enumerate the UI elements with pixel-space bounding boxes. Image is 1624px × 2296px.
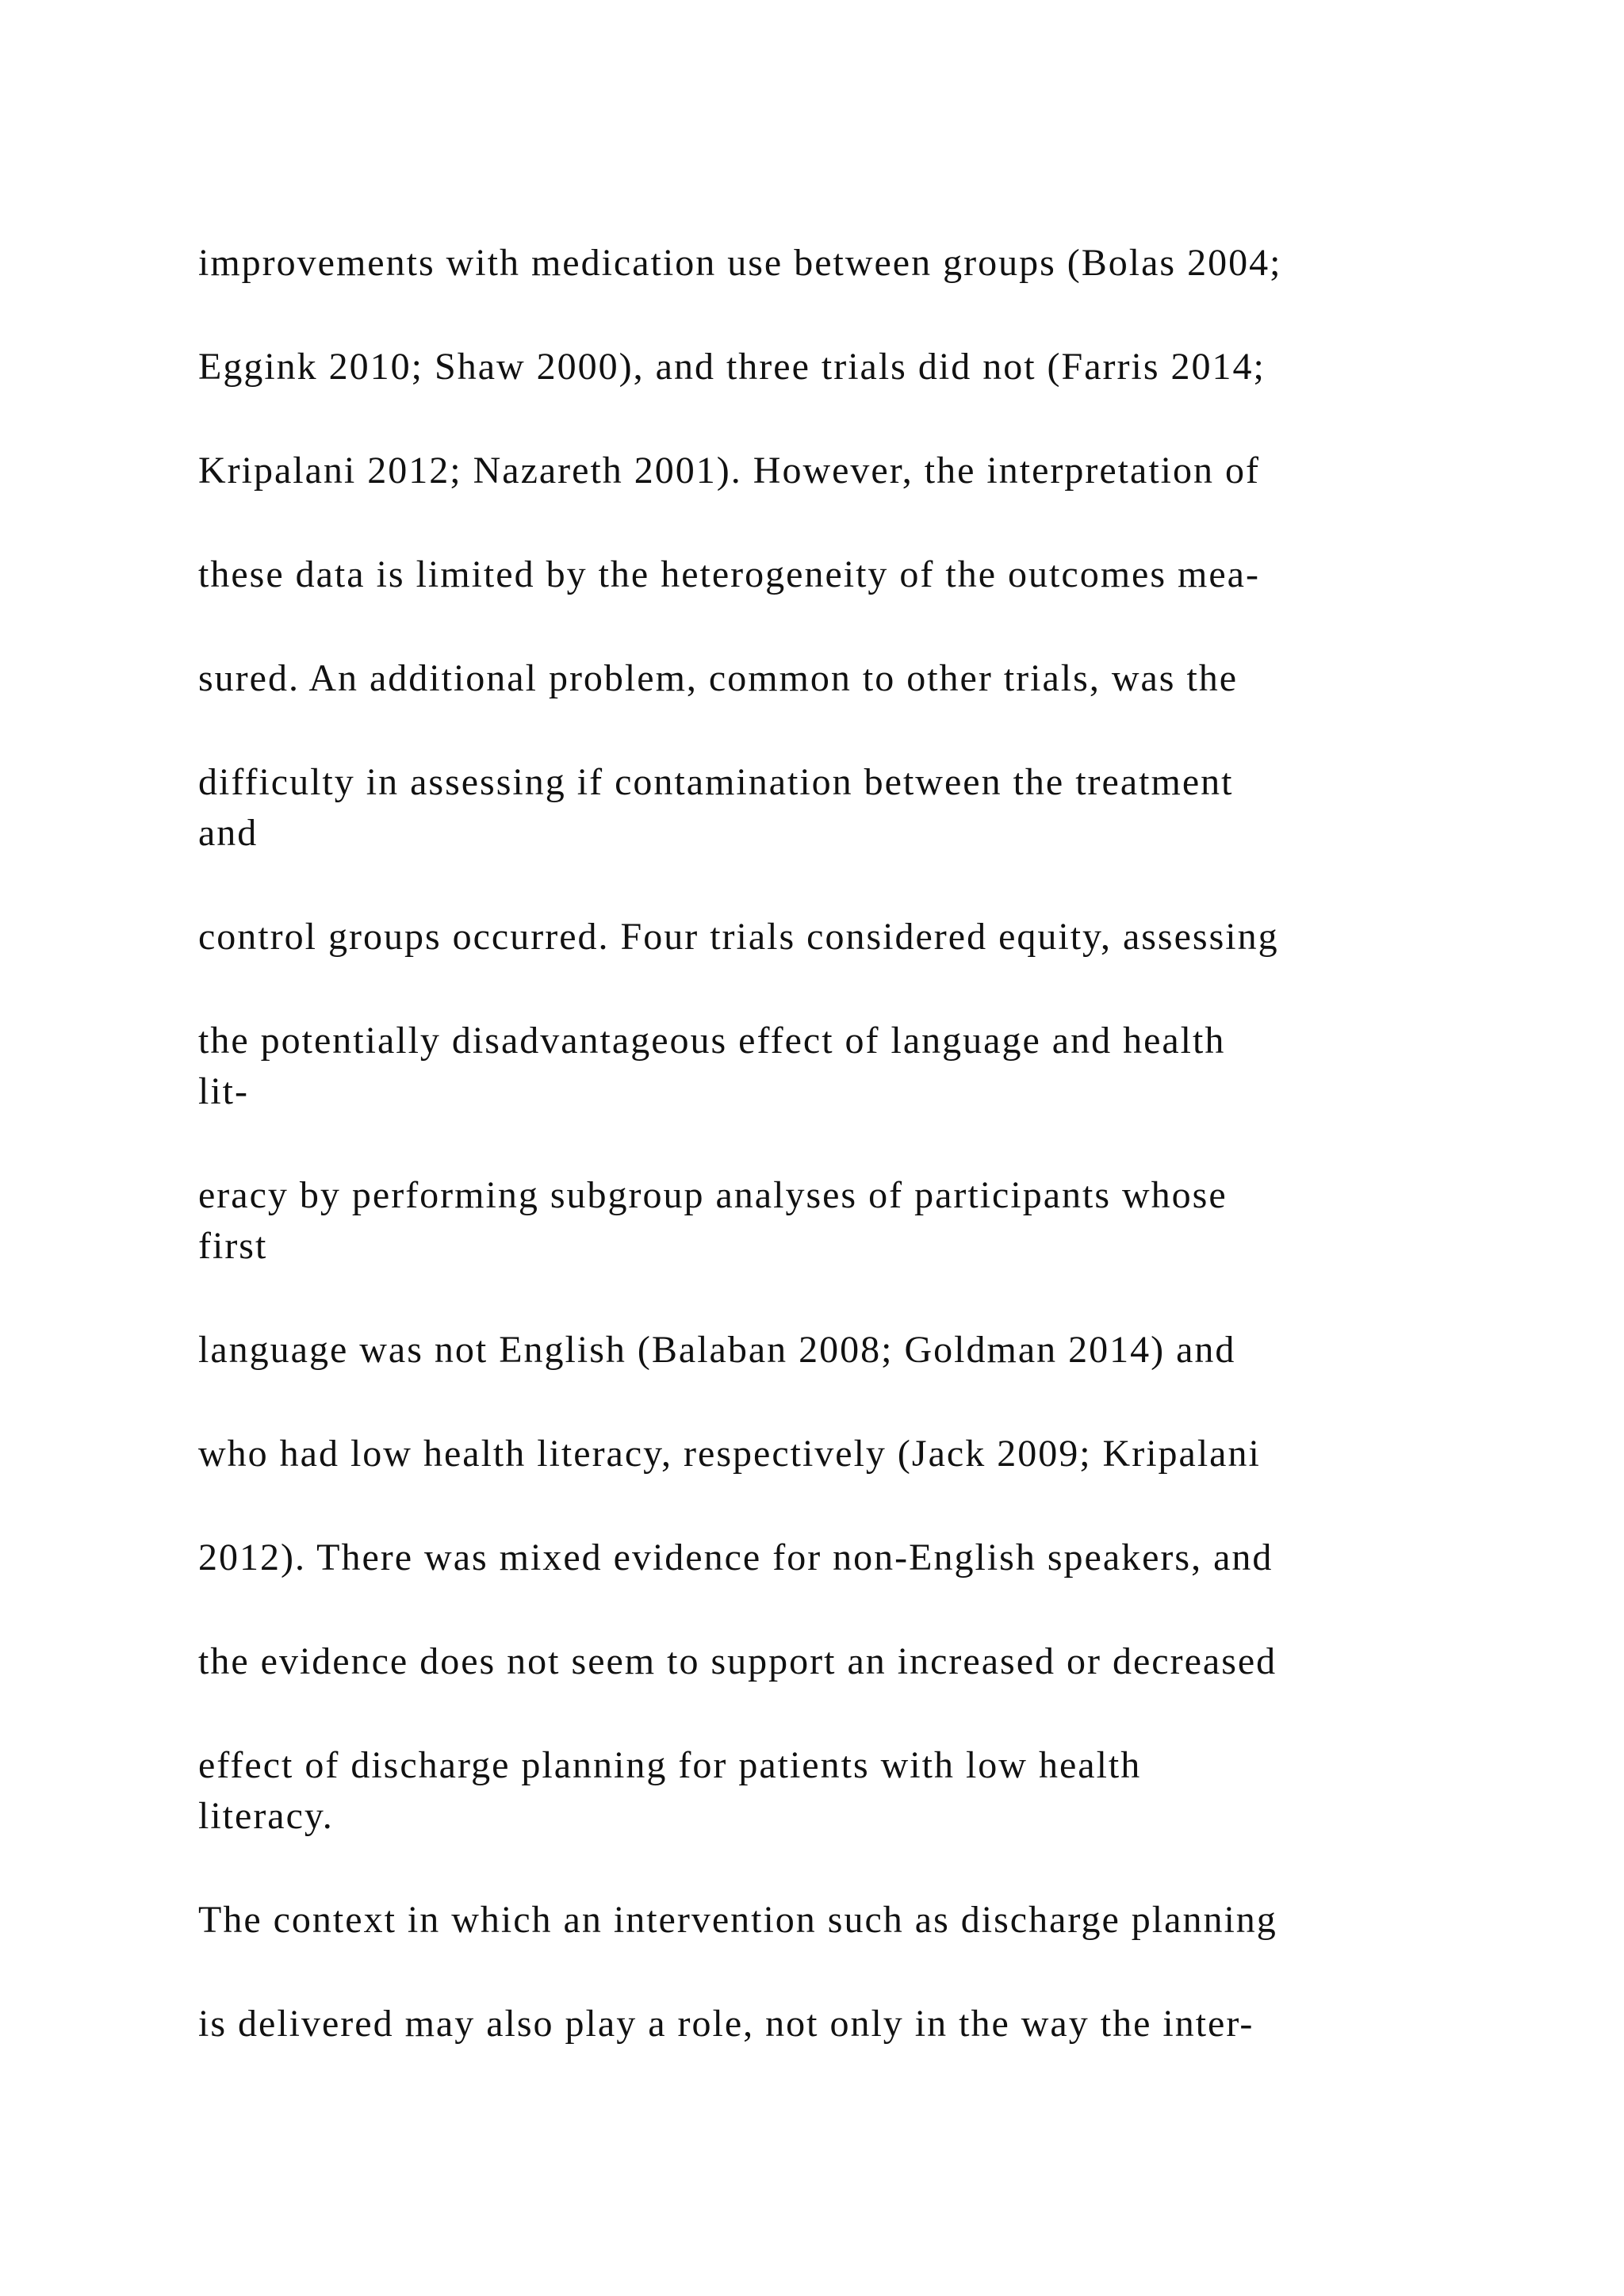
blank-line: [198, 859, 1467, 912]
text-line: sured. An additional problem, common to other trials, was the: [198, 657, 1239, 699]
blank-line: [198, 1272, 1467, 1325]
text-line: 2012). There was mixed evidence for non-English speakers, and: [198, 1536, 1274, 1578]
blank-line: [198, 1583, 1467, 1636]
text-line: first: [198, 1225, 268, 1267]
text-line: effect of discharge planning for patients with low health: [198, 1744, 1142, 1786]
text-line: lit-: [198, 1070, 249, 1112]
text-line: improvements with medication use between groups (Bolas 2004;: [198, 242, 1282, 284]
text-line: and: [198, 812, 259, 854]
blank-line: [198, 1479, 1467, 1533]
blank-line: [198, 704, 1467, 757]
blank-line: [198, 1376, 1467, 1429]
text-line: the potentially disadvantageous effect of language and health: [198, 1020, 1226, 1062]
blank-line: [198, 1946, 1467, 1999]
text-line: is delivered may also play a role, not only in the way the inter-: [198, 2003, 1254, 2045]
blank-line: [198, 1117, 1467, 1170]
blank-line: [198, 289, 1467, 342]
text-line: these data is limited by the heterogeneity of the outcomes mea-: [198, 553, 1260, 595]
text-line: who had low health literacy, respectively (Jack 2009; Kripalani: [198, 1433, 1261, 1475]
text-line: Eggink 2010; Shaw 2000), and three trials did not (Farris 2014;: [198, 346, 1266, 388]
text-line: the evidence does not seem to support an increased or decreased: [198, 1640, 1277, 1682]
text-line: difficulty in assessing if contamination between the treatment: [198, 761, 1234, 803]
blank-line: [198, 600, 1467, 653]
blank-line: [198, 962, 1467, 1016]
blank-line: [198, 496, 1467, 549]
text-line: Kripalani 2012; Nazareth 2001). However, the interpretation of: [198, 450, 1260, 492]
text-line: eracy by performing subgroup analyses of participants whose: [198, 1174, 1228, 1216]
text-line: The context in which an intervention such as discharge planning: [198, 1899, 1277, 1941]
blank-line: [198, 1842, 1467, 1895]
text-line: control groups occurred. Four trials considered equity, assessing: [198, 916, 1279, 958]
text-line: literacy.: [198, 1795, 334, 1837]
text-line: language was not English (Balaban 2008; Goldman 2014) and: [198, 1329, 1236, 1371]
blank-line: [198, 1687, 1467, 1740]
blank-line: [198, 392, 1467, 446]
body-text: [198, 238, 1467, 2049]
